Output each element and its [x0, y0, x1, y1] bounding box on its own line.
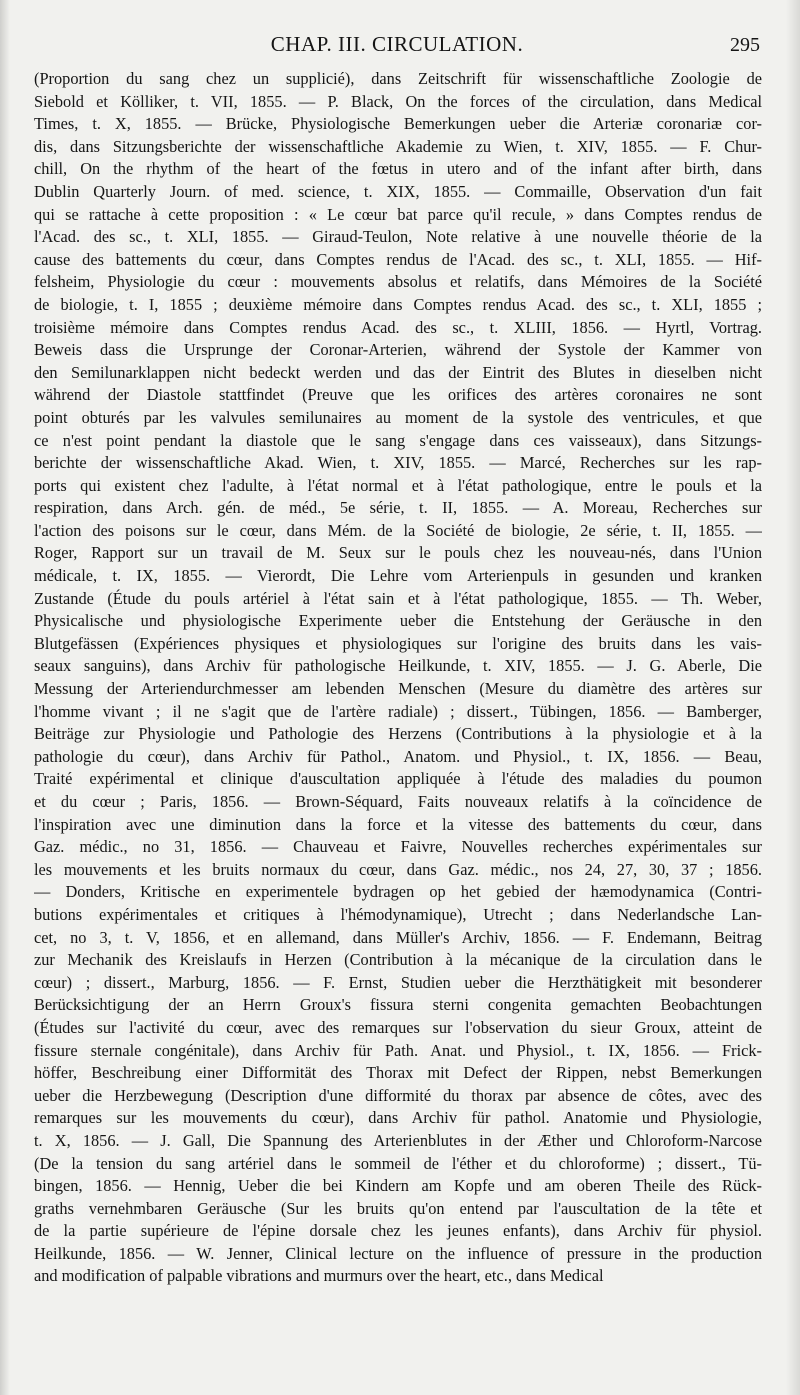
text-line: Heilkunde, 1856. — W. Jenner, Clinical lecture on the influence of pressure in the production	[34, 1243, 762, 1263]
text-line: and modification of palpable vibrations and murmurs over the heart, etc., dans Medical	[34, 1266, 604, 1286]
text-line: während der Diastole stattfindet (Preuve que les orifices des artères coronaires ne sont	[34, 385, 762, 405]
text-line: l'homme vivant ; il ne s'agit que de l'artère radiale) ; dissert., Tübingen, 1856. — Bamberger,	[34, 701, 762, 721]
text-line: ports qui existent chez l'adulte, à l'état normal et à l'état pathologique, entre le pouls et la	[34, 475, 762, 495]
text-line: Beiträge zur Physiologie und Pathologie des Herzens (Contributions à la physiologie et à la	[34, 724, 762, 744]
text-line: (De la tension du sang artériel dans le sommeil de l'éther et du chloroforme) ; dissert., Tü-	[34, 1153, 762, 1173]
text-line: Dublin Quarterly Journ. of med. science, t. XIX, 1855. — Commaille, Observation d'un fait	[34, 181, 762, 201]
text-line: — Donders, Kritische en experimentele bydragen op het gebied der hæmodynamica (Contri-	[34, 882, 762, 902]
text-line: cause des battements du cœur, dans Comptes rendus de l'Acad. des sc., t. XLI, 1855. — Hif-	[34, 249, 762, 269]
text-line: et du cœur ; Paris, 1856. — Brown-Séquard, Faits nouveaux relatifs à la coïncidence de	[34, 792, 762, 811]
text-line: fissure sternale congénitale), dans Archiv für Path. Anat. und Physiol., t. IX, 1856. — Frick-	[34, 1040, 762, 1060]
text-line: bingen, 1856. — Hennig, Ueber die bei Kindern am Kopfe und am oberen Theile des Rück-	[34, 1176, 762, 1196]
text-line: Beweis dass die Ursprunge der Coronar-Arterien, während der Systole der Kammer von	[34, 340, 762, 360]
text-line: seaux sanguins), dans Archiv für pathologische Heilkunde, t. XIV, 1855. — J. G. Aberle, Die	[34, 656, 762, 676]
text-line: (Études sur l'activité du cœur, avec des remarques sur l'observation du sieur Groux, atteint de	[34, 1017, 762, 1037]
text-line: de biologie, t. I, 1855 ; deuxième mémoire dans Comptes rendus Acad. des sc., t. XLI, 1855 ;	[34, 294, 762, 314]
text-line: ueber die Herzbewegung (Description d'une difformité du thorax par absence de côtes, avec des	[34, 1085, 762, 1105]
text-line: qui se rattache à cette proposition : « Le cœur bat parce qu'il recule, » dans Comptes rendus de	[34, 204, 762, 224]
text-line: Messung der Arteriendurchmesser am lebenden Menschen (Mesure du diamètre des artères sur	[34, 679, 762, 699]
text-line: graths vernehmbaren Geräusche (Sur les bruits qu'on entend par l'auscultation de la tête et	[34, 1198, 762, 1218]
text-line: Traité expérimental et clinique d'auscultation appliquée à l'étude des maladies du poumon	[34, 769, 762, 789]
text-line: ce n'est point pendant la diastole que le sang s'engage dans ces vaisseaux), dans Sitzungs-	[34, 430, 762, 450]
text-line: den Semilunarklappen nicht bedeckt werden und das der Eintrit des Blutes in dieselben nicht	[34, 362, 762, 382]
text-line: l'action des poisons sur le cœur, dans Mém. de la Société de biologie, 2e série, t. II, 1855. —	[34, 520, 762, 540]
text-line: cet, no 3, t. V, 1856, et en allemand, dans Müller's Archiv, 1856. — F. Endemann, Beitrag	[34, 927, 762, 947]
text-line: médicale, t. IX, 1855. — Vierordt, Die Lehre vom Arterienpuls in gesunden und kranken	[34, 566, 762, 586]
page-number: 295	[730, 34, 760, 56]
text-line: butions expérimentales et critiques à l'hémodynamique), Utrecht ; dans Nederlandsche Lan-	[34, 904, 762, 924]
text-line: remarques sur les mouvements du cœur), dans Archiv für pathol. Anatomie und Physiologie,	[34, 1108, 762, 1128]
text-line: cœur) ; dissert., Marburg, 1856. — F. Ernst, Studien ueber die Herzthätigkeit mit besonderer	[34, 972, 762, 992]
text-line: Zustande (Étude du pouls artériel à l'état sain et à l'état pathologique, 1855. — Th. Weber,	[34, 588, 762, 608]
text-line: pathologie du cœur), dans Archiv für Pathol., Anatom. und Physiol., t. IX, 1856. — Beau,	[34, 746, 762, 766]
text-line: t. X, 1856. — J. Gall, Die Spannung des Arterienblutes in der Æther und Chloroform-Narcose	[34, 1130, 762, 1150]
chapter-title: CHAP. III. CIRCULATION.	[270, 32, 524, 56]
text-line: chill, On the rhythm of the heart of the fœtus in utero and of the infant after birth, dans	[34, 159, 762, 179]
text-line: Blutgefässen (Expériences physiques et physiologiques sur l'origine des bruits dans les vais-	[34, 633, 762, 653]
text-line: les mouvements et les bruits normaux du cœur, dans Gaz. médic., nos 24, 27, 30, 37 ; 1856.	[34, 859, 762, 879]
text-line: point obturés par les valvules semilunaires au moment de la systole des ventricules, et que	[34, 407, 762, 427]
text-line: de la partie supérieure de l'épine dorsale chez les jeunes enfants), dans Archiv für physiol.	[34, 1221, 762, 1241]
text-line: Berücksichtigung der an Herrn Groux's fissura sterni congenita gemachten Beobachtungen	[34, 995, 762, 1015]
text-line: respiration, dans Arch. gén. de méd., 5e série, t. II, 1855. — A. Moreau, Recherches sur	[34, 498, 762, 518]
text-line: dis, dans Sitzungsberichte der wissenschaftliche Akademie zu Wien, t. XIV, 1855. — F. Chur-	[34, 136, 762, 156]
text-line: troisième mémoire dans Comptes rendus Acad. des sc., t. XLIII, 1856. — Hyrtl, Vortrag.	[34, 317, 762, 337]
text-line: felsheim, Physiologie du cœur : mouvements absolus et relatifs, dans Mémoires de la Société	[34, 272, 762, 292]
running-head	[34, 32, 760, 62]
text-line: l'Acad. des sc., t. XLI, 1855. — Giraud-Teulon, Note relative à une nouvelle théorie de la	[34, 227, 762, 247]
text-line: Roger, Rapport sur un travail de M. Seux sur le pouls chez les nouveau-nés, dans l'Union	[34, 543, 762, 563]
text-line: Gaz. médic., no 31, 1856. — Chauveau et Faivre, Nouvelles recherches expérimentales sur	[34, 837, 762, 857]
text-line: Siebold et Kölliker, t. VII, 1855. — P. Black, On the forces of the circulation, dans Medical	[34, 91, 762, 111]
text-line: Times, t. X, 1855. — Brücke, Physiologische Bemerkungen ueber die Arteriæ coronariæ cor-	[34, 114, 762, 134]
bibliography-text	[34, 68, 762, 1288]
text-line: zur Mechanik des Kreislaufs in Herzen (Contribution à la mécanique de la circulation dans le	[34, 950, 762, 970]
text-line: höffer, Beschreibung einer Difformität des Thorax mit Defect der Rippen, nebst Bemerkungen	[34, 1063, 762, 1083]
text-line: Physicalische und physiologische Experimente ueber die Entstehung der Geräusche in den	[34, 611, 762, 631]
text-line: l'inspiration avec une diminution dans la force et la vitesse des battements du cœur, dans	[34, 814, 762, 834]
text-line: (Proportion du sang chez un supplicié), dans Zeitschrift für wissenschaftliche Zoologie de	[34, 69, 762, 88]
text-line: berichte der wissenschaftliche Akad. Wien, t. XIV, 1855. — Marcé, Recherches sur les rap-	[34, 453, 762, 473]
